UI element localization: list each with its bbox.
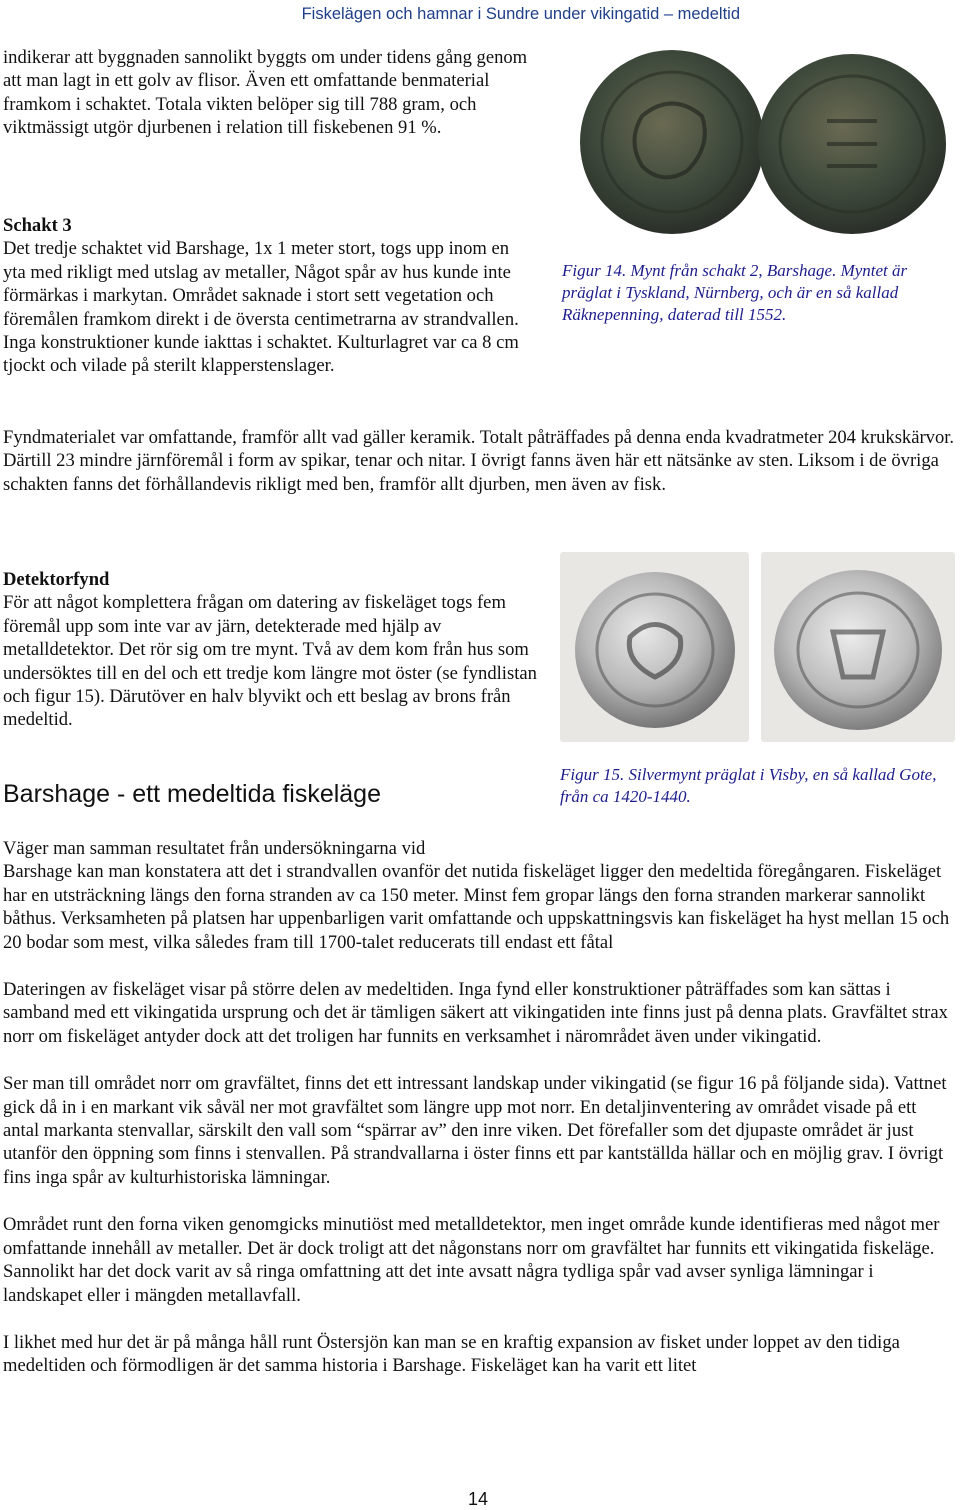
barshage-body	[3, 837, 955, 1378]
schakt-3-heading: Schakt 3	[3, 215, 72, 236]
barshage-paragraph-1-line-1: Väger man samman resultatet från undersökningarna vid	[3, 838, 426, 859]
barshage-paragraph-1: Barshage kan man konstatera att det i strandvallen ovanför det nutida fiskeläget ligger den medeltida föregångaren. Fiskeläget har en utsträckning längs den forna stranden av ca 150 meter. Minst fem gropar längs den forna stranden markerar sannolikt båthus. Verksamheten på platsen har uppenbarligen varit omfattande och uppskattningsvis kan fiskeläget ha hyst mellan 15 och 20 bodar som mest, vilka således fram till 1700-talet reducerats till endast ett fåtal	[3, 861, 950, 953]
barshage-paragraph-5: I likhet med hur det är på många håll runt Östersjön kan man se en kraftig expansion av fisket under loppet av den tidiga medeltiden och förmodligen är det samma historia i Barshage. Fiskeläget kan ha varit ett litet	[3, 1331, 900, 1377]
figure-14-photo	[562, 36, 955, 239]
detektorfynd-heading: Detektorfynd	[3, 569, 110, 590]
page-number: 14	[468, 1489, 489, 1509]
barshage-section-title: Barshage - ett medeltida fiskeläge	[3, 780, 381, 808]
section-detektorfynd	[3, 568, 543, 732]
fynd-paragraph: Fyndmaterialet var omfattande, framför allt vad gäller keramik. Totalt påträffades på denna enda kvadratmeter 204 krukskärvor. Därtill 23 mindre järnföremål i form av spikar, tenar och nitar. I övrigt fanns även här ett nätsänke av sten. Liksom i de övriga schakten fanns det förhållandevis rikligt med ben, framför allt djurben, men även av fisk.	[3, 427, 955, 495]
coin-photo-14	[562, 36, 955, 239]
figure-14-caption: Figur 14. Mynt från schakt 2, Barshage. Myntet är präglat i Tyskland, Nürnberg, och är en så kallad Räknepenning, daterad till 1552.	[562, 261, 908, 324]
detektorfynd-text: För att något komplettera frågan om datering av fiskeläget togs fem föremål upp som inte var av järn, detekterade med hjälp av metalldetektor. Det rör sig om tre mynt. Två av dem kom från hus som undersöktes till en del och ett tredje kom längre mot öster (se fyndlistan och figur 15). Därutöver en halv blyvikt och ett beslag av brons från medeltid.	[3, 592, 537, 731]
intro-paragraph: indikerar att byggnaden sannolikt byggts om under tidens gång genom att man lagt in ett golv av flisor. Även ett omfattande benmaterial framkom i schaktet. Totala vikten belöper sig till 788 gram, och viktmässigt utgör djurbenen i relation till fiskebenen 91 %.	[3, 47, 528, 139]
section-schakt-3	[3, 214, 530, 378]
figure-15-photo-right	[761, 552, 955, 742]
running-header: Fiskelägen och hamnar i Sundre under vikingatid – medeltid	[301, 5, 740, 23]
barshage-paragraph-4: Området runt den forna viken genomgicks minutiöst med metalldetektor, men inget område kunde identifieras med något mer omfattande innehåll av metaller. Det är dock troligt att det någonstans norr om gravfältet har funnits ett vikingatida fiskeläge. Sannolikt har det dock varit av så ringa omfattning att det inte avsatt några tydliga spår vad avser synliga lämningar i landskapet eller i mängden metallavfall.	[3, 1214, 940, 1306]
figure-15-photo-left	[560, 552, 749, 742]
barshage-paragraph-2: Dateringen av fiskeläget visar på större delen av medeltiden. Inga fynd eller konstruktioner påträffades som kan sättas i samband med ett vikingatida ursprung och det är tämligen säkert att vikingatiden inte finns just på denna plats. Gravfältet strax norr om fiskeläget antyder dock att det troligen har funnits en verksamhet i närområdet även under vikingatid.	[3, 979, 948, 1047]
coin-14-obverse	[580, 50, 764, 234]
figure-15-caption: Figur 15. Silvermynt präglat i Visby, en så kallad Gote, från ca 1420-1440.	[560, 765, 937, 806]
schakt-3-text: Det tredje schaktet vid Barshage, 1x 1 meter stort, togs upp inom en yta med rikligt med utslag av metaller, Något spår av hus kunde inte förmärkas i markytan. Området saknade i stort sett vegetation och föremålen framkom direkt i de översta centimetrarna av strandvallen. Inga konstruktioner kunde iakttas i schaktet. Kulturlagret var ca 8 cm tjockt och vilade på sterilt klapperstenslager.	[3, 238, 519, 377]
coin-photo-15-left	[560, 552, 749, 742]
barshage-paragraph-3: Ser man till området norr om gravfältet, finns det ett intressant landskap under vikingatid (se figur 16 på följande sida). Vattnet gick då in i en markant vik såväl ner mot gravfältet som längre upp mot norr. En detaljinventering av området visade på ett antal markanta stenvallar, särskilt den vall som “spärrar av” den inre viken. Det förefaller som det djupaste området är just utanför den öppning som finns i stenvallen. På strandvallarna i öster finns ett par kantställda hällar och en möjlig grav. I övrigt fins inga spår av kulturhistoriska lämningar.	[3, 1073, 947, 1188]
coin-photo-15-right	[761, 552, 955, 742]
